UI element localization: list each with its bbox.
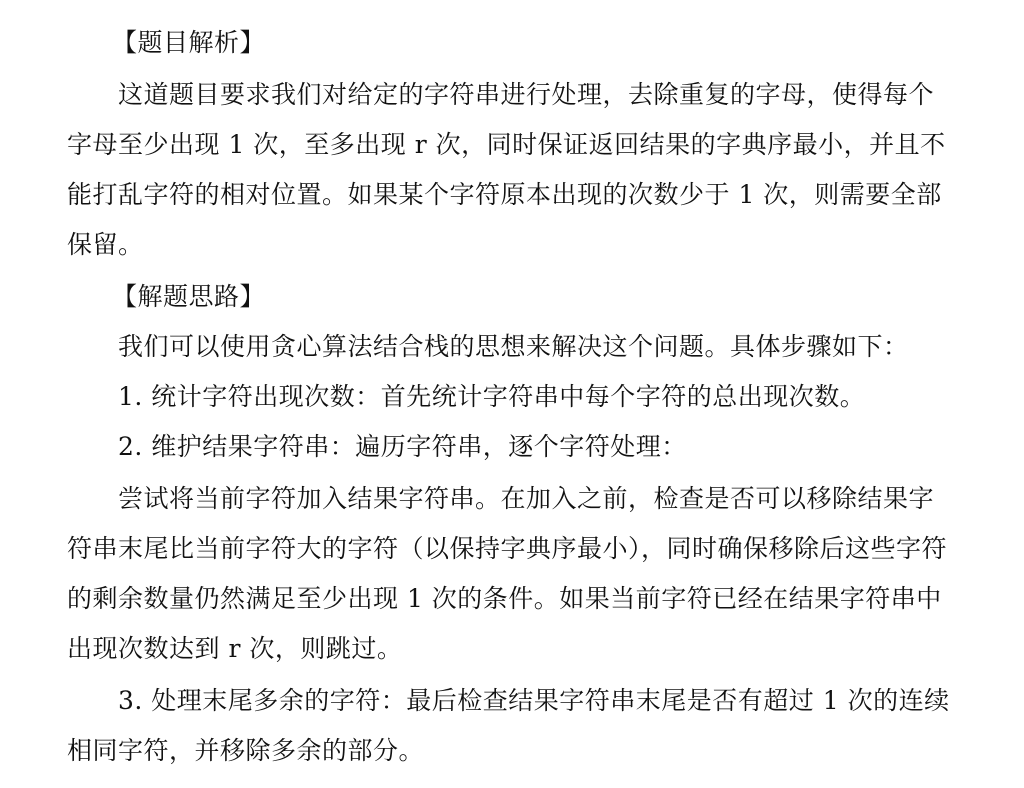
step-2-detail-line: 出现次数达到 r 次，则跳过。 [67,634,403,663]
solution-intro: 我们可以使用贪心算法结合栈的思想来解决这个问题。具体步骤如下： [118,332,909,361]
step-2: 2. 维护结果字符串：遍历字符串，逐个字符处理： [118,432,687,461]
section-heading-solution: 【解题思路】 [112,282,266,311]
step-1: 1. 统计字符出现次数：首先统计字符串中每个字符的总出现次数。 [118,382,866,411]
step-3-line: 3. 处理末尾多余的字符：最后检查结果字符串末尾是否有超过 1 次的连续 [118,686,950,715]
analysis-paragraph-line: 字母至少出现 1 次，至多出现 r 次，同时保证返回结果的字典序最小，并且不 [67,130,946,159]
analysis-paragraph-line: 这道题目要求我们对给定的字符串进行处理，去除重复的字母，使得每个 [118,80,935,109]
step-2-detail-line: 的剩余数量仍然满足至少出现 1 次的条件。如果当前字符已经在结果字符串中 [67,584,942,613]
section-heading-analysis: 【题目解析】 [112,28,266,57]
step-2-detail-line: 符串末尾比当前字符大的字符（以保持字典序最小），同时确保移除后这些字符 [67,534,948,563]
step-3-line: 相同字符，并移除多余的部分。 [67,736,425,765]
step-2-detail-line: 尝试将当前字符加入结果字符串。在加入之前，检查是否可以移除结果字 [118,484,935,513]
analysis-paragraph-line: 保留。 [67,230,144,259]
analysis-paragraph-line: 能打乱字符的相对位置。如果某个字符原本出现的次数少于 1 次，则需要全部 [67,180,942,209]
